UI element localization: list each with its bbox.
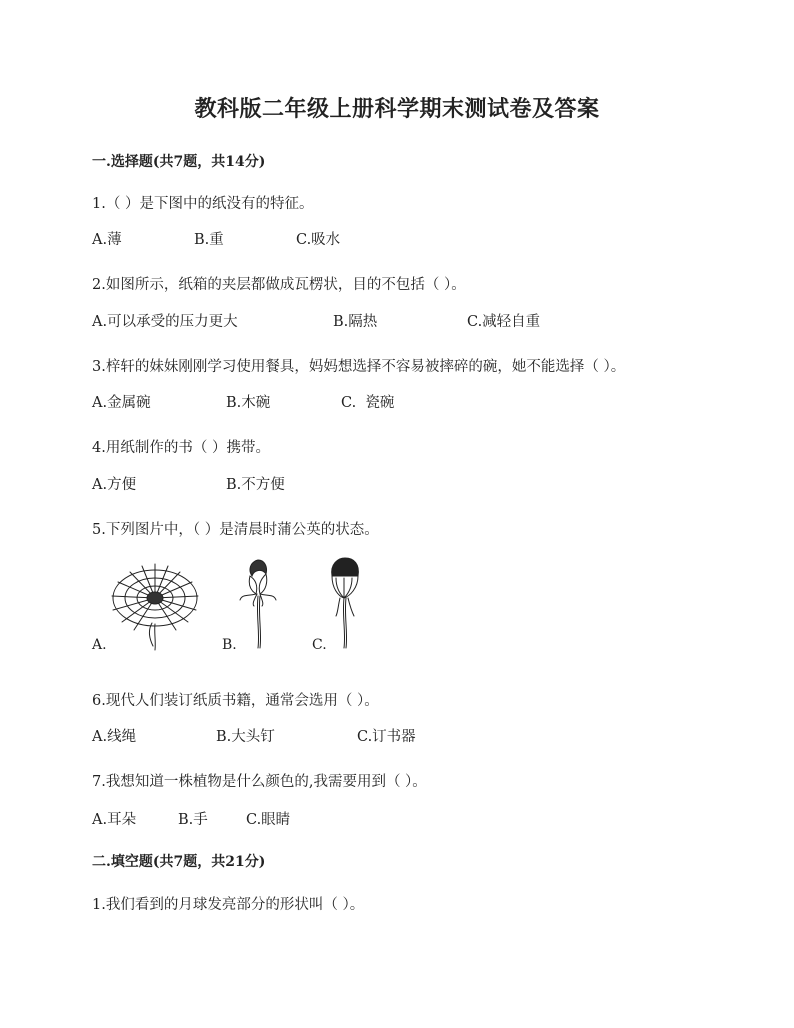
question-3: 3.梓轩的妹妹刚刚学习使用餐具，妈妈想选择不容易被摔碎的碗，她不能选择（ ）。 <box>92 359 626 375</box>
q1-option-c: C.吸水 <box>296 232 341 248</box>
section-heading-fill: 二.填空题(共7题，共21分) <box>92 854 266 870</box>
q2-option-c: C.减轻自重 <box>467 314 541 330</box>
question-2: 2.如图所示，纸箱的夹层都做成瓦楞状，目的不包括（ ）。 <box>92 277 466 293</box>
question-1: 1.（ ）是下图中的纸没有的特征。 <box>92 196 314 212</box>
dandelion-open-image <box>108 560 202 652</box>
section-heading-choice: 一.选择题(共7题，共14分) <box>92 154 266 170</box>
q7-option-b: B.手 <box>178 812 208 828</box>
q6-option-c: C.订书器 <box>357 729 416 745</box>
q6-option-b: B.大头钉 <box>216 729 275 745</box>
q2-option-b: B.隔热 <box>333 314 378 330</box>
q7-option-c: C.眼睛 <box>246 812 291 828</box>
question-5: 5.下列图片中，（ ）是清晨时蒲公英的状态。 <box>92 522 379 538</box>
q5-option-a: A. <box>92 637 107 653</box>
q3-option-c: C. 瓷碗 <box>341 395 395 411</box>
q2-option-a: A.可以承受的压力更大 <box>92 314 238 330</box>
q3-option-a: A.金属碗 <box>92 395 151 411</box>
q1-option-b: B.重 <box>194 232 224 248</box>
q4-option-a: A.方便 <box>92 477 137 493</box>
dandelion-half-open-image <box>324 556 366 650</box>
q5-option-c: C. <box>312 637 327 653</box>
q5-option-b: B. <box>222 637 237 653</box>
dandelion-closed-image <box>236 556 282 650</box>
q6-option-a: A.线绳 <box>92 729 137 745</box>
q3-option-b: B.木碗 <box>226 395 271 411</box>
question-6: 6.现代人们装订纸质书籍，通常会选用（ ）。 <box>92 693 379 709</box>
page-title: 教科版二年级上册科学期末测试卷及答案 <box>194 96 600 122</box>
question-7: 7.我想知道一株植物是什么颜色的,我需要用到（ ）。 <box>92 774 427 790</box>
q4-option-b: B.不方便 <box>226 477 285 493</box>
fill-question-1: 1.我们看到的月球发亮部分的形状叫（ ）。 <box>92 897 365 913</box>
q1-option-a: A.薄 <box>92 232 122 248</box>
question-4: 4.用纸制作的书（ ）携带。 <box>92 440 270 456</box>
q7-option-a: A.耳朵 <box>92 812 137 828</box>
